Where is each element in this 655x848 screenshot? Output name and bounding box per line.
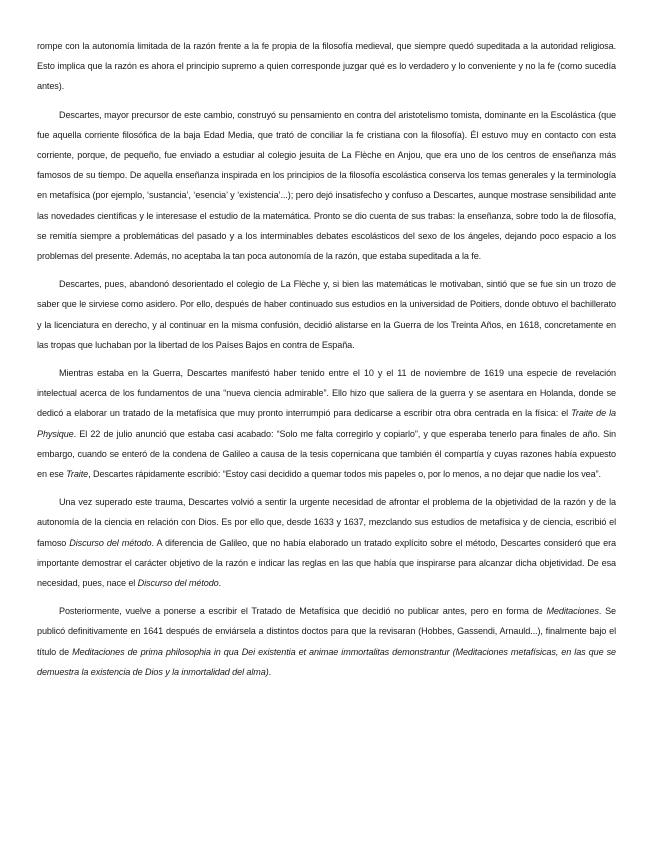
text-segment: Descartes, pues, abandonó desorientado el colegio de La Flèche y, si bien las matemáticas le motivaban, sintió que se fue sin un trozo de saber que le sirviese como asidero. Por ello, después de haber continuado sus estudios en la universidad de Poitiers, donde obtuvo el bachillerato y la licenciatura en derecho, y al continuar en la misma confusión, decidió alistarse en la Guerra de los Treinta Años, en 1618, concretamente en las tropas que luchaban por la libertad de los Países Bajos en contra de España.	[37, 279, 616, 350]
italic-title: Meditaciones	[546, 606, 599, 617]
paragraph	[37, 105, 616, 267]
text-segment: Una vez superado este trauma, Descartes volvió a sentir la urgente necesidad de afrontar el problema de la objetividad de la razón y de la autonomía de la ciencia en relación con Dios. Es por ello que, desde 1633 y 1637, mezclando sus estudios de metafísica y de ciencia, escribió el famoso	[37, 497, 616, 548]
paragraph	[37, 601, 616, 682]
italic-title: Traite de la Physique	[37, 408, 616, 439]
text-segment: rompe con la autonomía limitada de la razón frente a la fe propia de la filosofía medieval, que siempre quedó supeditada a la autoridad religiosa. Esto implica que la razón es ahora el principio supremo a quien corresponde juzgar qué es lo verdadero y lo conveniente y no la fe (como sucedía antes).	[37, 41, 616, 92]
text-segment: . Se publicó definitivamente en 1641 después de enviársela a distintos doctos para que la revisaran (Hobbes, Gassendi, Arnauld...), finalmente bajo el título de	[37, 606, 616, 657]
paragraph	[37, 274, 616, 355]
italic-title: Traite	[66, 469, 89, 480]
text-segment: . El 22 de julio anunció que estaba casi acabado: “Solo me falta corregirlo y copiarlo”, y que esperaba tenerlo para finales de año. Sin embargo, cuando se enteró de la condena de Galileo a causa de la tesis copernicana que también él compartía y cuyas razones había expuesto en ese	[37, 428, 616, 480]
text-segment: .	[218, 578, 222, 589]
text-segment: Mientras estaba en la Guerra, Descartes manifestó haber tenido entre el 10 y el 11 de noviembre de 1619 una especie de revelación intelectual acerca de los fundamentos de una “nueva ciencia admirable”. Ello hizo que saliera de la guerra y se asentara en Holanda, donde se dedicó a elaborar un tratado de la metafísica que muy pronto interrumpió para dedicarse a escribir otra obra centrada en la física: el	[37, 368, 616, 419]
italic-title: Meditaciones de prima philosophia in qua Dei existentia et animae immortalitas demonstrantur (Meditaciones metafísicas, en las que se demuestra la existencia de Dios y la inmortalidad del alma)	[37, 646, 617, 677]
italic-title: Discurso del método	[69, 537, 152, 548]
text-segment: . A diferencia de Galileo, que no había elaborado un tratado explícito sobre el método, Descartes consideró que era importante demostrar el carácter objetivo de la razón e indicar las reglas en las que había que inspirarse para alcanzar dicha objetividad. De esa necesidad, pues, nace el	[37, 537, 617, 589]
paragraph	[37, 492, 616, 593]
paragraph	[37, 36, 616, 97]
text-segment: Descartes, mayor precursor de este cambio, construyó su pensamiento en contra del aristotelismo tomista, dominante en la Escolástica (que fue aquella corriente filosófica de la baja Edad Media, que trató de conciliar la fe cristiana con la filosofía). Él estuvo muy en contacto con esta corriente, porque, de pequeño, fue enviado a estudiar al colegio jesuita de La Flèche en Anjou, que era uno de los centros de enseñanza más famosos de su tiempo. De aquella enseñanza inspirada en los principios de la filosofía escolástica conserva los temas generales y la terminología en metafísica (por ejemplo, ‘sustancia’, ‘esencia’ y ‘existencia’...); pero dejó insatisfecho y confuso a Descartes, aunque mostrase sensibilidad ante las novedades científicas y le interesase el estudio de la matemática. Pronto se dio cuenta de sus trabas: la enseñanza, sobre todo la de filosofía, se remitía siempre a problemáticas del pasado y a los interminables debates escolásticos del sexo de los ángeles, dejando poco espacio a los problemas del presente. Además, no aceptaba la tan poca autonomía de la razón, que estaba supeditada a la fe.	[37, 109, 616, 262]
text-segment: Posteriormente, vuelve a ponerse a escribir el Tratado de Metafísica que decidió no publicar antes, pero en forma de	[59, 606, 547, 617]
text-segment: .	[268, 666, 272, 677]
document-page	[37, 36, 616, 690]
italic-title: Discurso del método	[137, 578, 219, 589]
text-segment: , Descartes rápidamente escribió: “Estoy casi decidido a quemar todos mis papeles o, por lo menos, a no dejar que nadie los vea”.	[88, 469, 601, 480]
paragraph	[37, 363, 616, 484]
